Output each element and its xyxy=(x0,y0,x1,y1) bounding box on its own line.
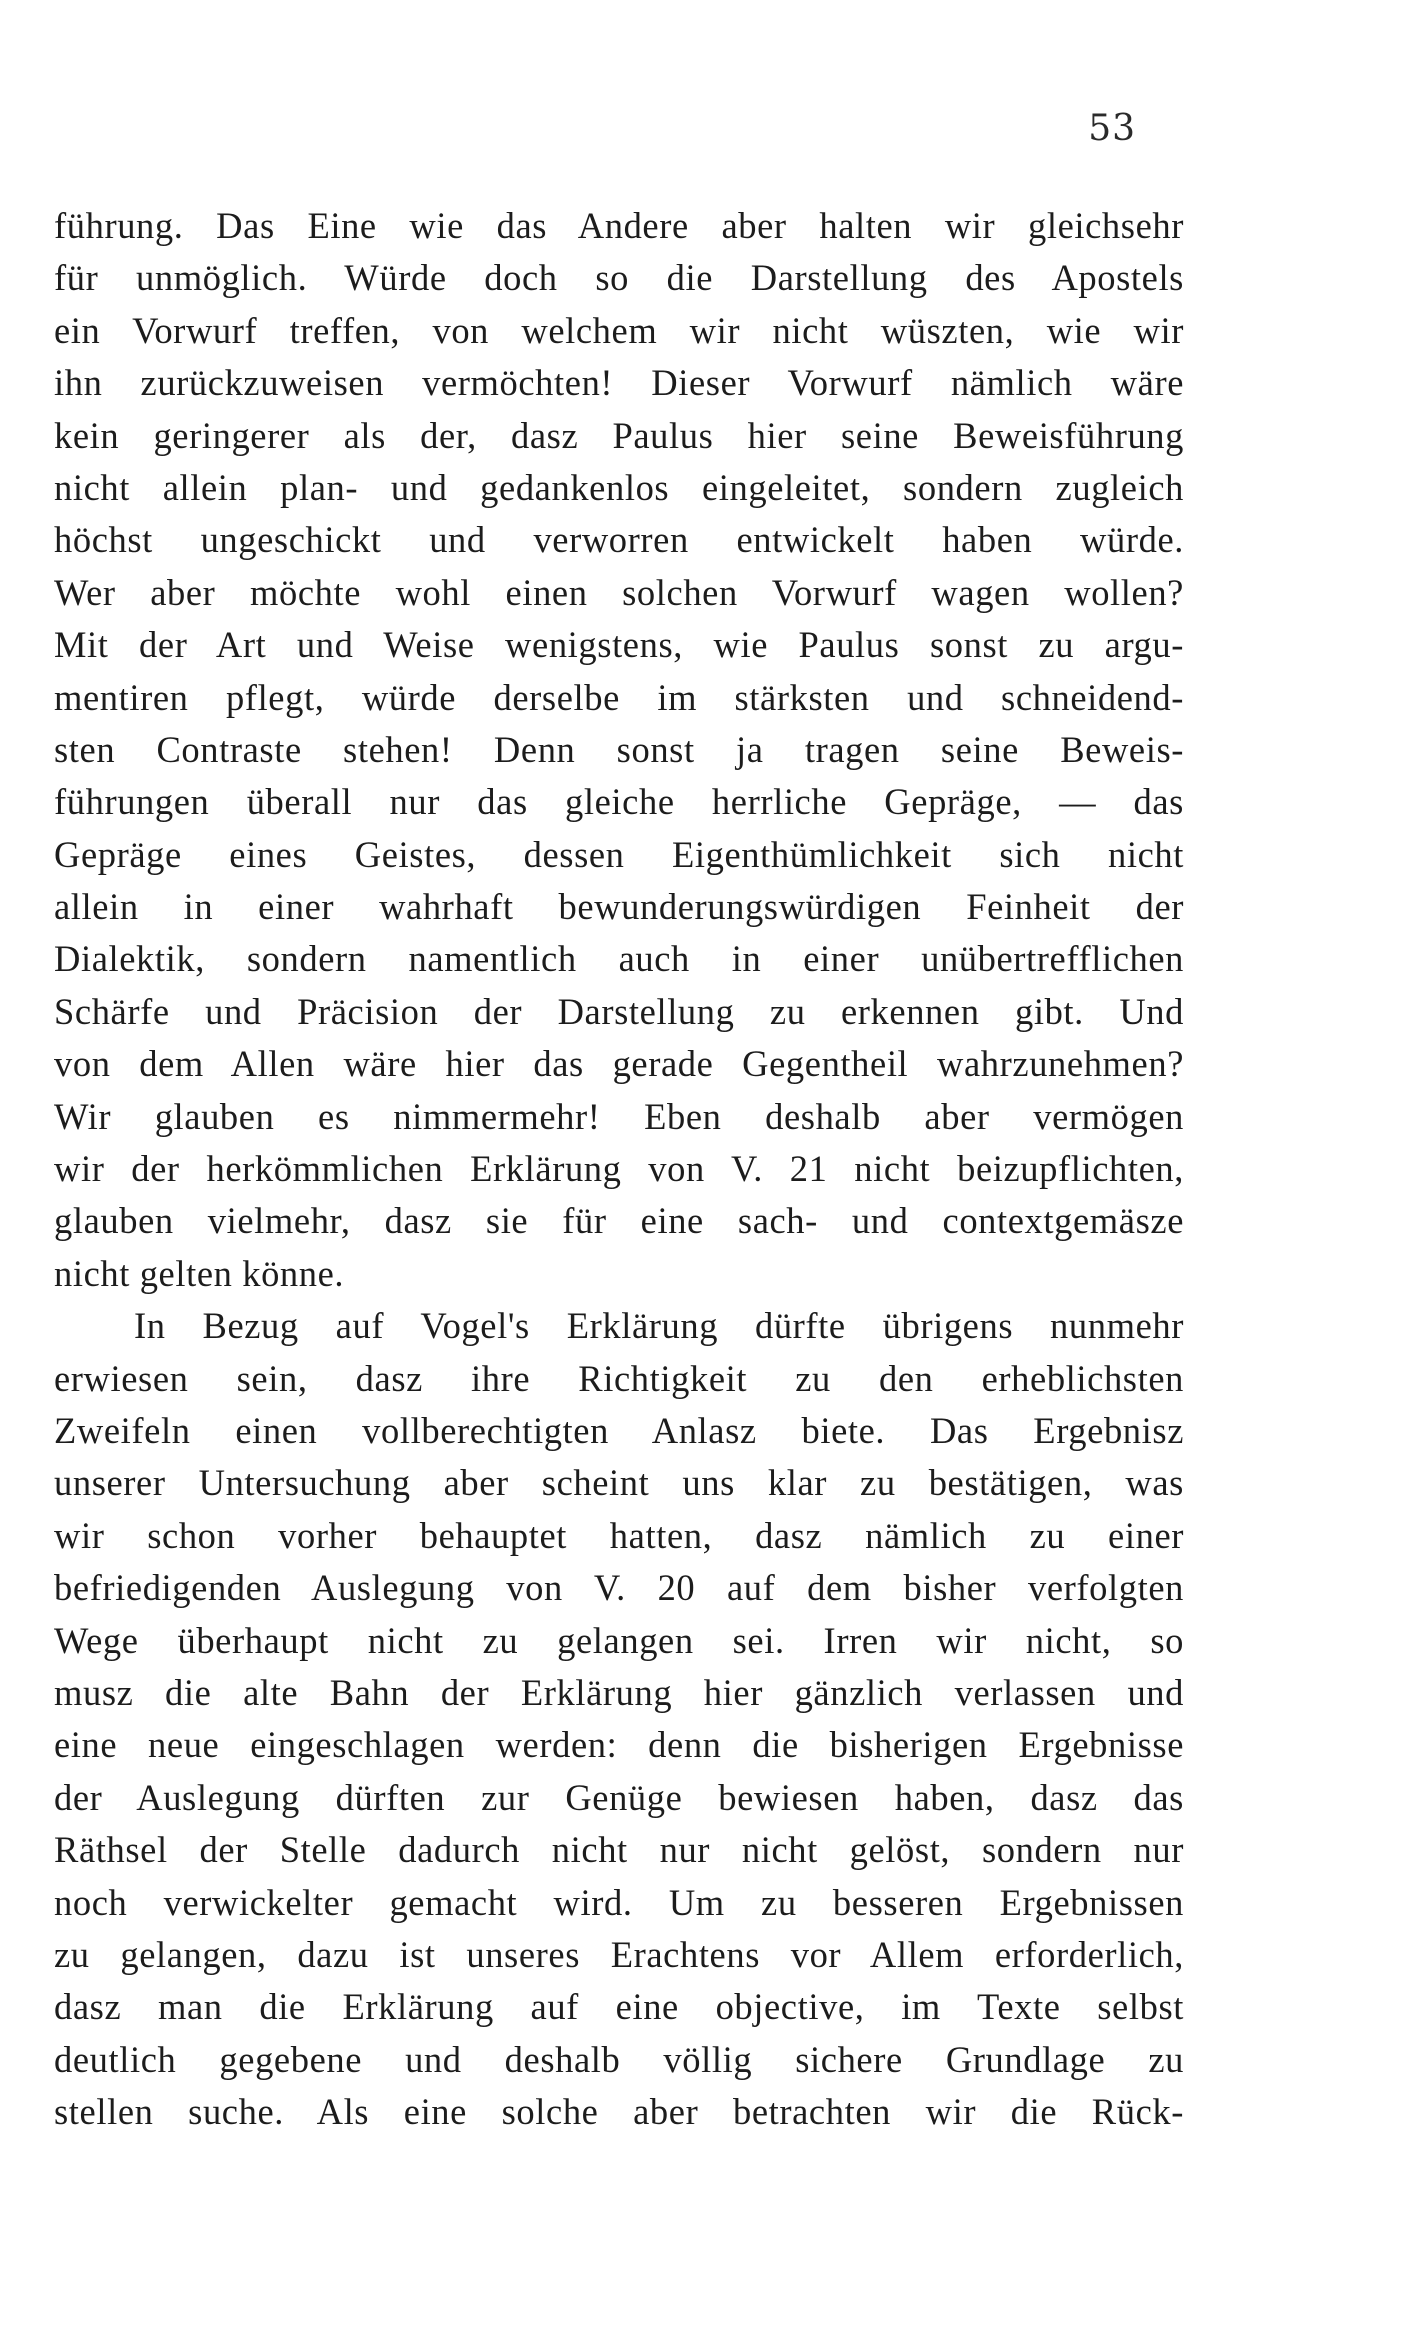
text-line: glauben vielmehr, dasz sie für eine sach- und contextgemäsze xyxy=(54,1200,1184,1242)
text-line: Gepräge eines Geistes, dessen Eigenthümlichkeit sich nicht xyxy=(54,833,1184,875)
text-line: Wir glauben es nimmermehr! Eben deshalb aber vermögen xyxy=(54,1095,1184,1137)
text-line: Schärfe und Präcision der Darstellung zu erkennen gibt. Und xyxy=(54,990,1184,1032)
text-line: noch verwickelter gemacht wird. Um zu besseren Ergebnissen xyxy=(54,1881,1184,1923)
text-line: ein Vorwurf treffen, von welchem wir nicht wüszten, wie wir xyxy=(54,309,1184,351)
text-line: allein in einer wahrhaft bewunderungswürdigen Feinheit der xyxy=(54,886,1184,928)
text-line: mentiren pflegt, würde derselbe im stärksten und schneidend- xyxy=(54,676,1184,718)
text-line: erwiesen sein, dasz ihre Richtigkeit zu den erheblichsten xyxy=(54,1357,1184,1399)
text-line: unserer Untersuchung aber scheint uns klar zu bestätigen, was xyxy=(54,1462,1184,1504)
text-line: von dem Allen wäre hier das gerade Gegentheil wahrzunehmen? xyxy=(54,1043,1184,1085)
text-line: stellen suche. Als eine solche aber betrachten wir die Rück- xyxy=(54,2091,1184,2133)
text-line: ihn zurückzuweisen vermöchten! Dieser Vorwurf nämlich wäre xyxy=(54,362,1184,404)
text-line: führung. Das Eine wie das Andere aber halten wir gleichsehr xyxy=(54,205,1184,246)
paragraph-start-line: In Bezug auf Vogel's Erklärung dürfte übrigens nunmehr xyxy=(134,1305,1184,1347)
text-line: Wer aber möchte wohl einen solchen Vorwurf wagen wollen? xyxy=(54,571,1184,613)
text-line: Dialektik, sondern namentlich auch in einer unübertrefflichen xyxy=(54,938,1184,980)
text-line: zu gelangen, dazu ist unseres Erachtens vor Allem erforderlich, xyxy=(54,1933,1184,1975)
text-line: deutlich gegebene und deshalb völlig sichere Grundlage zu xyxy=(54,2038,1184,2080)
text-line: Räthsel der Stelle dadurch nicht nur nicht gelöst, sondern nur xyxy=(54,1829,1184,1871)
text-line: nicht allein plan- und gedankenlos eingeleitet, sondern zugleich xyxy=(54,466,1184,508)
text-line: Wege überhaupt nicht zu gelangen sei. Irren wir nicht, so xyxy=(54,1619,1184,1661)
text-line: Mit der Art und Weise wenigstens, wie Paulus sonst zu argu- xyxy=(54,624,1184,666)
text-line: wir schon vorher behauptet hatten, dasz nämlich zu einer xyxy=(54,1514,1184,1556)
text-line: führungen überall nur das gleiche herrliche Gepräge, — das xyxy=(54,781,1184,823)
body-text xyxy=(54,200,1184,2138)
page-number: 53 xyxy=(1088,108,1136,149)
text-line: musz die alte Bahn der Erklärung hier gänzlich verlassen und xyxy=(54,1671,1184,1713)
text-line: höchst ungeschickt und verworren entwickelt haben würde. xyxy=(54,519,1184,561)
text-line: für unmöglich. Würde doch so die Darstellung des Apostels xyxy=(54,257,1184,299)
text-line: dasz man die Erklärung auf eine objective, im Texte selbst xyxy=(54,1986,1184,2028)
text-line: kein geringerer als der, dasz Paulus hier seine Beweisführung xyxy=(54,414,1184,456)
text-line: sten Contraste stehen! Denn sonst ja tragen seine Beweis- xyxy=(54,728,1184,770)
text-line: befriedigenden Auslegung von V. 20 auf dem bisher verfolgten xyxy=(54,1567,1184,1609)
text-line: Zweifeln einen vollberechtigten Anlasz biete. Das Ergebnisz xyxy=(54,1409,1184,1451)
text-line: der Auslegung dürften zur Genüge bewiesen haben, dasz das xyxy=(54,1776,1184,1818)
text-line: wir der herkömmlichen Erklärung von V. 21 nicht beizupflichten, xyxy=(54,1148,1184,1190)
text-line: eine neue eingeschlagen werden: denn die bisherigen Ergebnisse xyxy=(54,1724,1184,1766)
paragraph-end-line: nicht gelten könne. xyxy=(54,1252,345,1294)
